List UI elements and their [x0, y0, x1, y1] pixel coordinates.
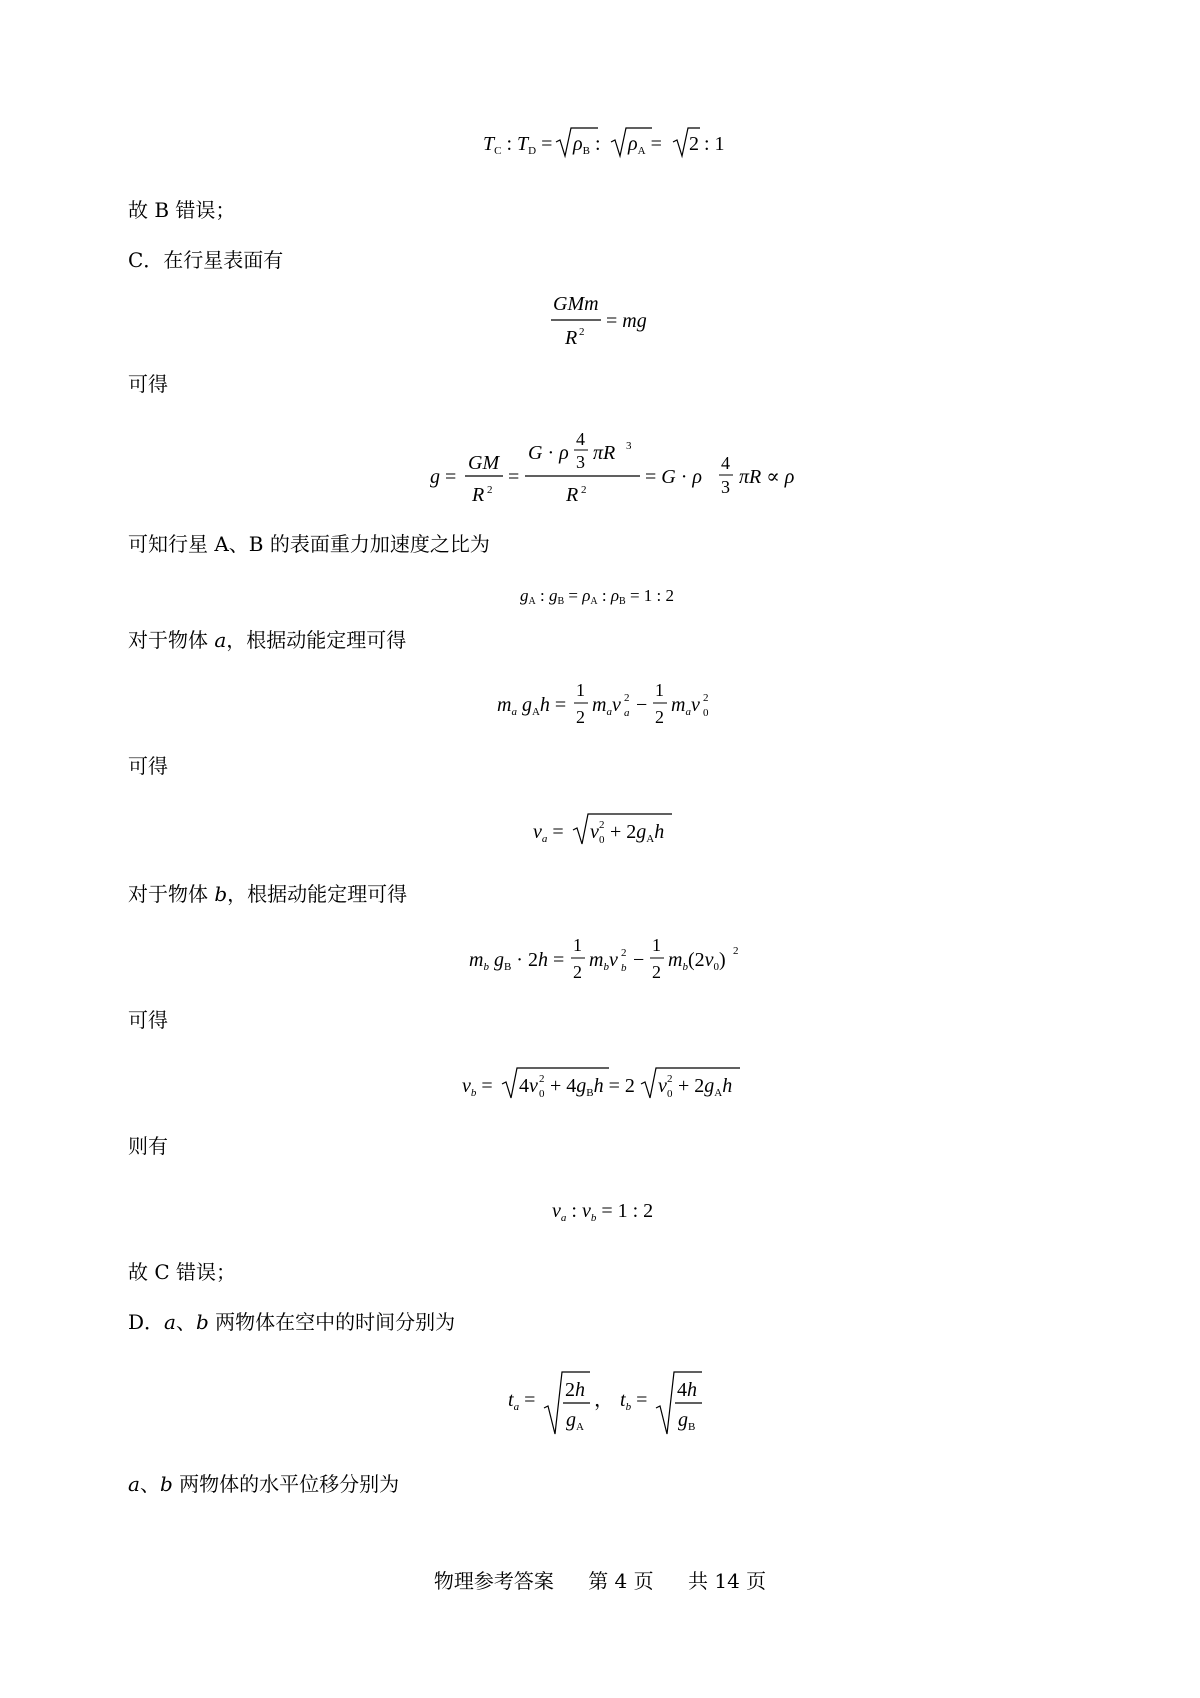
svg-text:v: v: [658, 1075, 667, 1097]
paragraph: 对于物体 a，根据动能定理可得: [128, 628, 407, 652]
page-footer: [0, 1565, 1200, 1594]
svg-text:3: 3: [721, 477, 730, 497]
svg-text:2: 2: [624, 692, 630, 704]
paragraph: 故 B 错误；: [128, 198, 236, 222]
svg-text:2: 2: [621, 947, 627, 959]
svg-text:GMm: GMm: [553, 293, 599, 315]
svg-text:+ 2gAh: + $2g_Ah$: [678, 1075, 733, 1099]
footer-total-pages: 共 14 页: [688, 1569, 767, 1593]
svg-text:1: 1: [655, 680, 664, 700]
equation-gravity-surface: [0, 290, 1200, 350]
svg-text:=: =: [508, 466, 520, 488]
equation-flight-times: [0, 1360, 1200, 1440]
svg-text:4h: 4h: [677, 1379, 697, 1401]
svg-text:TC : TD =: $T_C$ : $T_D$ =: [483, 133, 553, 157]
equation-energy-a: [0, 675, 1200, 735]
svg-text:ρB :: $\rho_B$ :: [573, 133, 601, 157]
equation-vb: [0, 1060, 1200, 1110]
svg-text:2: 2: [581, 484, 587, 496]
svg-text:πR ∝ ρ: πR ∝ ρ: [739, 466, 795, 488]
footer-page-number: 第 4 页: [588, 1569, 654, 1593]
svg-text:2: 2: [573, 962, 582, 982]
svg-text:2 : 1: 2 : 1: [689, 133, 725, 155]
svg-text:G · ρ: G · ρ: [528, 442, 569, 464]
svg-text:mbv: $m_bv$: [589, 949, 618, 973]
svg-text:R: R: [472, 484, 485, 506]
svg-text:b: b: [621, 962, 627, 974]
svg-text:1: 1: [652, 935, 661, 955]
svg-text:2: 2: [733, 945, 739, 957]
equation-v-ratio: [0, 1192, 1200, 1232]
paragraph: 可得: [128, 1008, 168, 1032]
svg-text:ρA =: $\rho_A$ =: [628, 133, 662, 157]
svg-text:0: 0: [539, 1088, 545, 1100]
paragraph: 故 C 错误；: [128, 1260, 237, 1284]
footer-subject: 物理参考答案: [433, 1569, 554, 1593]
svg-text:−: −: [633, 949, 645, 971]
svg-text:2: 2: [655, 707, 664, 727]
svg-text:4v: 4v: [519, 1075, 538, 1097]
svg-text:2h: 2h: [565, 1379, 585, 1401]
svg-text:R: R: [565, 327, 578, 349]
svg-text:v: v: [590, 821, 599, 843]
svg-text:4: 4: [576, 429, 585, 449]
equation-energy-b: [0, 930, 1200, 990]
svg-text:2: 2: [576, 707, 585, 727]
svg-text:0: 0: [599, 834, 605, 846]
svg-text:mav: $m_av$: [671, 694, 700, 718]
svg-text:2: 2: [652, 962, 661, 982]
svg-text:gA : gB = ρA : ρB = 1 : 2: gA : gB = ρA : ρB = 1 : 2: [520, 586, 675, 607]
svg-text:2: 2: [667, 1073, 673, 1085]
svg-text:va =: $v_a$ =: [533, 821, 564, 845]
svg-text:2: 2: [487, 484, 493, 496]
svg-text:+ 2gAh: + $2g_Ah$: [610, 821, 665, 845]
svg-text:2: 2: [579, 326, 585, 338]
paragraph: C．在行星表面有: [128, 248, 284, 272]
svg-text:= mg: = mg: [606, 310, 647, 332]
svg-text:GM: GM: [468, 452, 500, 474]
svg-text:2: 2: [539, 1073, 545, 1085]
paragraph: 则有: [128, 1134, 168, 1158]
svg-text:−: −: [636, 694, 648, 716]
equation-g-ratio: [0, 575, 1200, 615]
svg-text:B: B: [688, 1421, 696, 1433]
paragraph: 对于物体 b，根据动能定理可得: [128, 882, 408, 906]
svg-text:2: 2: [703, 692, 709, 704]
paragraph: 可得: [128, 754, 168, 778]
svg-text:va : vb = 1 : 2: $v_a$ : $v_b = 1$ : 2: [552, 1200, 654, 1224]
paragraph: 可得: [128, 372, 168, 396]
svg-text:4: 4: [721, 453, 730, 473]
svg-text:+ 4gBh = 2: + $4g_Bh = 2$: [550, 1075, 635, 1099]
svg-text:a: a: [624, 707, 630, 719]
svg-text:tb =: $t_b$ =: [620, 1389, 648, 1413]
svg-text:g: g: [678, 1409, 688, 1431]
svg-text:= G · ρ: = G · ρ: [645, 466, 703, 488]
svg-text:A: A: [576, 1421, 584, 1433]
svg-text:vb =: $v_b$ =: [462, 1075, 493, 1099]
svg-text:3: 3: [576, 452, 585, 472]
svg-text:mav: $m_av$: [592, 694, 621, 718]
svg-text:ma gAh =: $m_a$ $g_Ah$ =: [497, 694, 567, 718]
svg-text:mb(2v0): $m_b(2v_0)$: [668, 949, 726, 973]
svg-text:ta =: $t_a$ =: [508, 1389, 536, 1413]
svg-text:1: 1: [576, 680, 585, 700]
svg-text:mb gB · 2h =: $m_b$ $g_B \cdot 2h$ =: [469, 949, 565, 973]
svg-text:3: 3: [626, 440, 632, 452]
svg-text:πR: πR: [593, 442, 616, 464]
paragraph: a、b 两物体的水平位移分别为: [128, 1472, 400, 1496]
equation-period-ratio: [0, 118, 1200, 168]
svg-text:g: g: [566, 1409, 576, 1431]
equation-va: [0, 808, 1200, 858]
svg-text:0: 0: [703, 707, 709, 719]
svg-text:0: 0: [667, 1088, 673, 1100]
svg-text:2: 2: [599, 819, 605, 831]
svg-text:R: R: [566, 484, 579, 506]
paragraph: 可知行星 A、B 的表面重力加速度之比为: [128, 532, 490, 556]
paragraph: D．a、b 两物体在空中的时间分别为: [128, 1310, 456, 1334]
equation-surface-gravity: [0, 425, 1200, 515]
svg-text:1: 1: [573, 935, 582, 955]
svg-text:，: ，: [594, 1389, 614, 1411]
svg-text:g =: g =: [430, 466, 457, 488]
